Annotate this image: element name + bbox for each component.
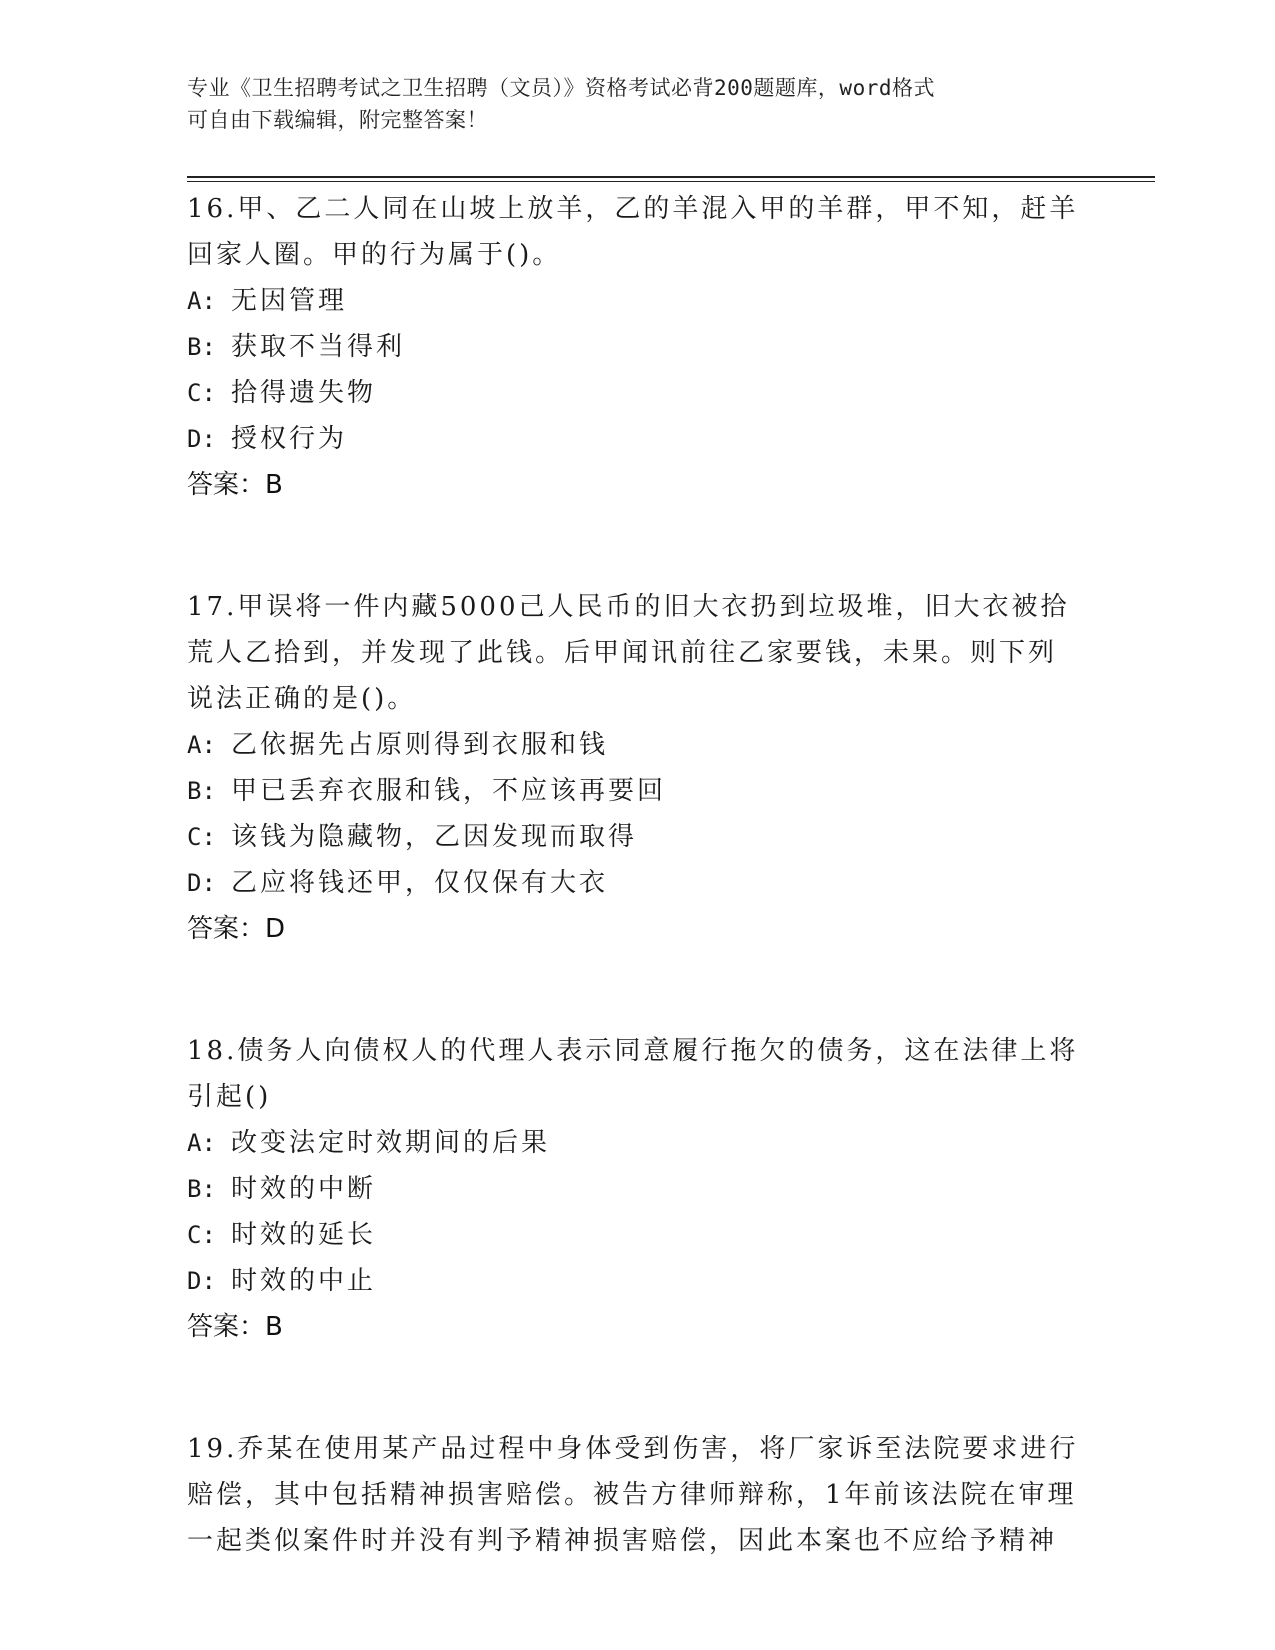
question-stem-line: 回家人圈。甲的行为属于()。	[187, 240, 562, 270]
option-text: 时效的中断	[231, 1174, 377, 1204]
answer-line: 答案：D	[187, 914, 286, 944]
question-19	[187, 1426, 1087, 1564]
option-b	[187, 1166, 1087, 1212]
option-text: 该钱为隐藏物，乙因发现而取得	[231, 822, 638, 852]
option-c	[187, 814, 1087, 860]
option-d	[187, 860, 1087, 906]
option-letter: C:	[187, 379, 216, 407]
question-stem-line: 18.债务人向债权人的代理人表示同意履行拖欠的债务，这在法律上将	[187, 1036, 1079, 1066]
option-letter: C:	[187, 1221, 216, 1249]
option-letter: A:	[187, 287, 216, 315]
option-text: 时效的中止	[231, 1266, 377, 1296]
option-text: 甲已丢弃衣服和钱，不应该再要回	[231, 776, 667, 806]
option-letter: B:	[187, 1175, 216, 1203]
option-b	[187, 324, 1087, 370]
option-a	[187, 278, 1087, 324]
question-spacer	[187, 952, 1087, 1028]
option-letter: D:	[187, 425, 216, 453]
option-text: 无因管理	[231, 286, 348, 316]
option-d	[187, 1258, 1087, 1304]
option-letter: B:	[187, 777, 216, 805]
option-text: 授权行为	[231, 424, 348, 454]
option-letter: C:	[187, 823, 216, 851]
question-stem-line: 17.甲误将一件内藏5000己人民币的旧大衣扔到垃圾堆，旧大衣被拾	[187, 592, 1070, 622]
option-letter: A:	[187, 731, 216, 759]
option-text: 拾得遗失物	[231, 378, 377, 408]
header-line-1: 专业《卫生招聘考试之卫生招聘（文员）》资格考试必背200题题库，word格式	[187, 76, 935, 100]
document-header	[187, 72, 1087, 136]
option-text: 时效的延长	[231, 1220, 377, 1250]
question-stem-line: 赔偿，其中包括精神损害赔偿。被告方律师辩称，1年前该法院在审理	[187, 1480, 1077, 1510]
option-c	[187, 1212, 1087, 1258]
question-16	[187, 186, 1087, 508]
question-17	[187, 584, 1087, 952]
answer-line: 答案：B	[187, 1312, 283, 1342]
option-letter: D:	[187, 1267, 216, 1295]
option-letter: B:	[187, 333, 216, 361]
option-text: 乙应将钱还甲，仅仅保有大衣	[231, 868, 609, 898]
answer-line: 答案：B	[187, 470, 283, 500]
option-a	[187, 722, 1087, 768]
header-divider-thick	[187, 176, 1155, 178]
question-stem-line: 一起类似案件时并没有判予精神损害赔偿，因此本案也不应给予精神	[187, 1526, 1058, 1556]
question-stem-line: 19.乔某在使用某产品过程中身体受到伤害，将厂家诉至法院要求进行	[187, 1434, 1079, 1464]
option-letter: A:	[187, 1129, 216, 1157]
question-18	[187, 1028, 1087, 1350]
option-c	[187, 370, 1087, 416]
question-stem-line: 引起()	[187, 1082, 272, 1112]
option-text: 改变法定时效期间的后果	[231, 1128, 551, 1158]
option-d	[187, 416, 1087, 462]
question-spacer	[187, 1350, 1087, 1426]
option-text: 获取不当得利	[231, 332, 406, 362]
question-stem-line: 荒人乙拾到，并发现了此钱。后甲闻讯前往乙家要钱，未果。则下列	[187, 638, 1058, 668]
header-line-2: 可自由下载编辑，附完整答案！	[187, 108, 488, 132]
option-a	[187, 1120, 1087, 1166]
question-list	[187, 186, 1087, 1564]
option-text: 乙依据先占原则得到衣服和钱	[231, 730, 609, 760]
option-letter: D:	[187, 869, 216, 897]
question-stem-line: 16.甲、乙二人同在山坡上放羊，乙的羊混入甲的羊群，甲不知，赶羊	[187, 194, 1079, 224]
question-spacer	[187, 508, 1087, 584]
header-divider-thin	[187, 181, 1155, 182]
question-stem-line: 说法正确的是()。	[187, 684, 417, 714]
option-b	[187, 768, 1087, 814]
